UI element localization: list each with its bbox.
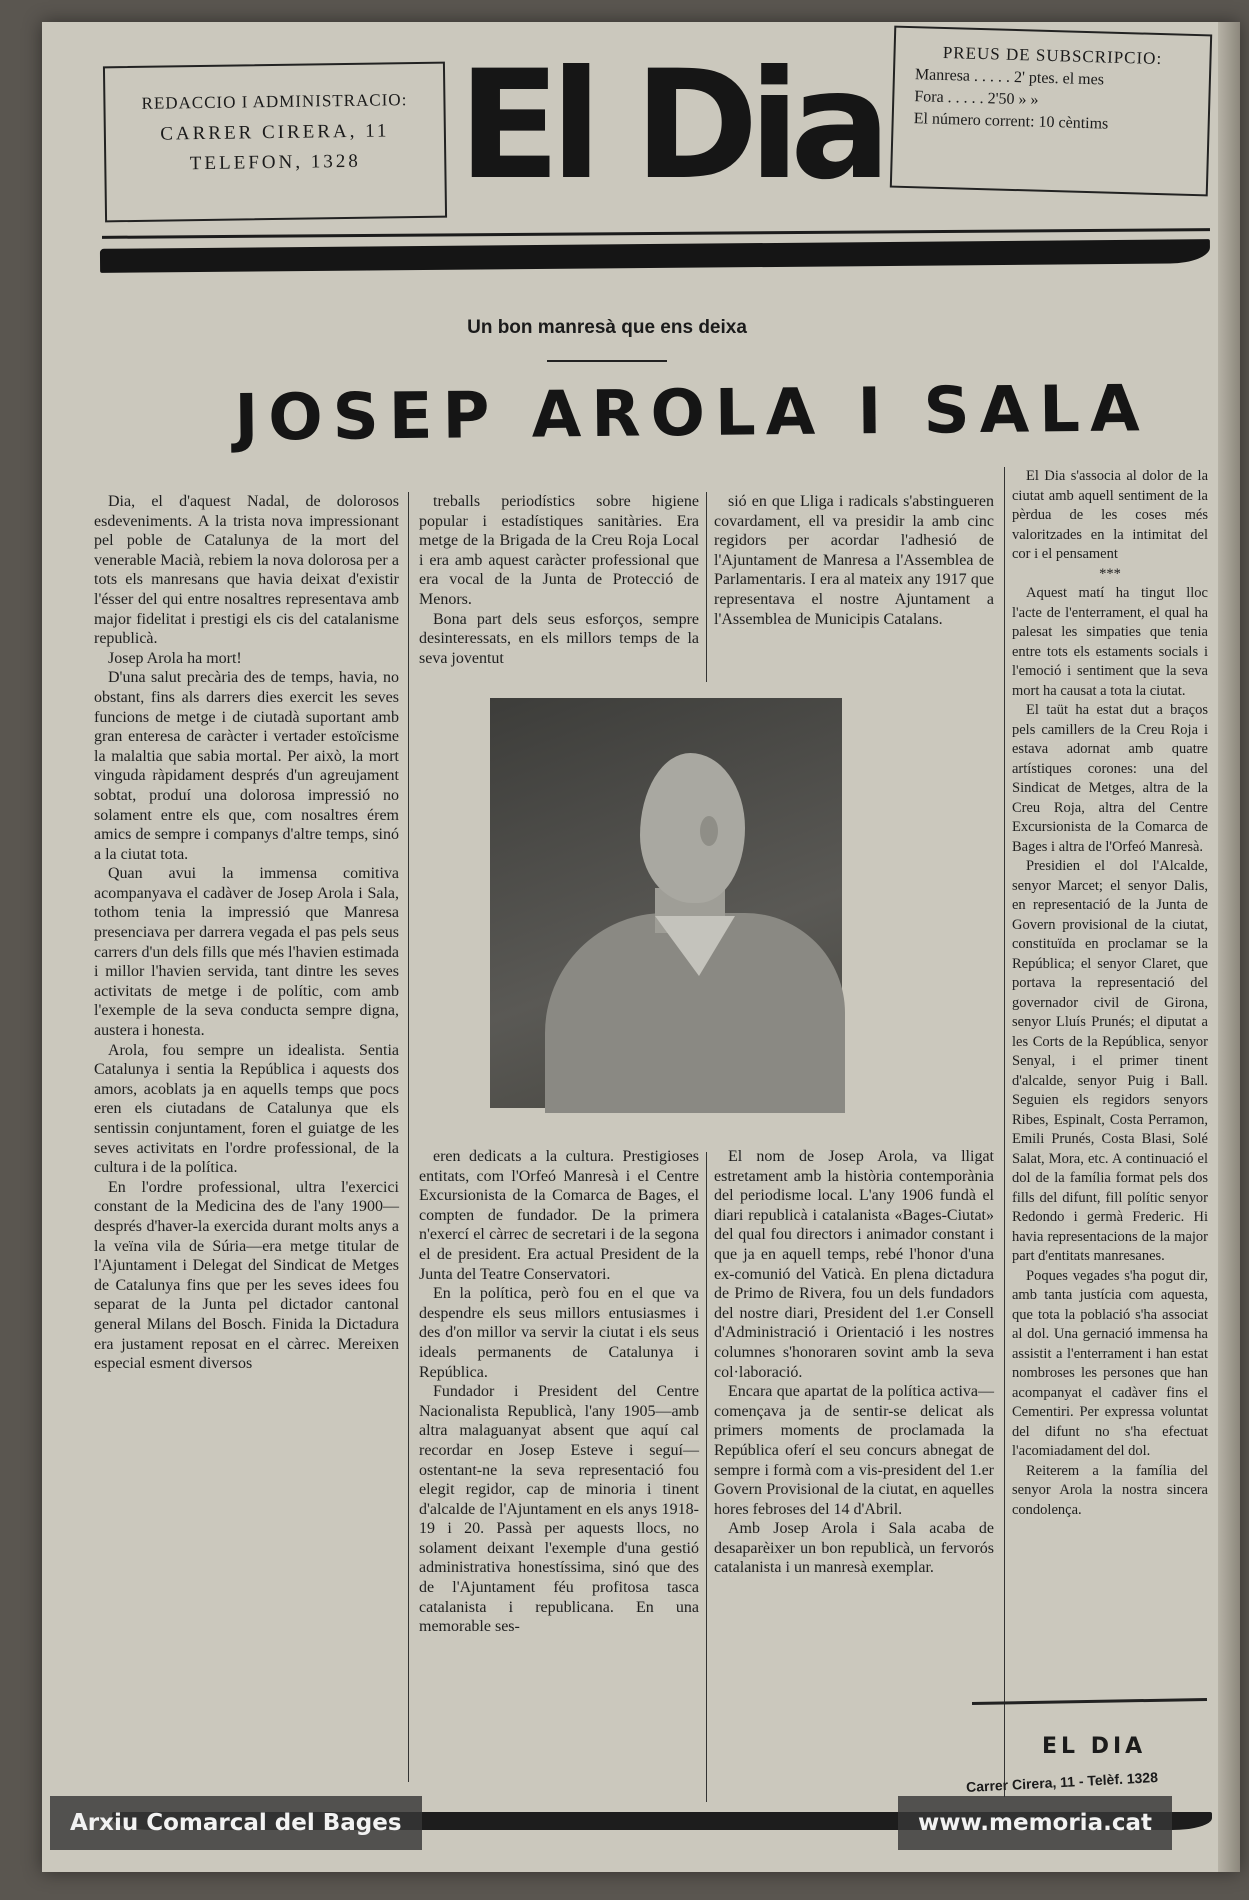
paragraph: Reiterem a la família del senyor Arola la nostra sincera condolença. [1012, 1462, 1208, 1518]
paragraph: Bona part dels seus esforços, sempre desinteressats, en els millors temps de la seva joventut [419, 610, 699, 667]
separator: *** [1099, 565, 1121, 582]
article-kicker: Un bon manresà que ens deixa [467, 317, 747, 338]
paragraph: eren dedicats a la cultura. Prestigioses entitats, com l'Orfeó Manresà i el Centre Excursionista de la Comarca de Bages, el compten de fundador. De la primera n'exercí el càrrec de secretari i de la segona el de president. Era actual President de la Junta del Teatre Conservatori. [419, 1148, 699, 1283]
article-column-2-top [419, 492, 699, 668]
column-rule [706, 492, 707, 682]
paragraph: En la política, però fou en el que va despendre els seus millors entusiasmes i des d'on millor va servir la ciutat i els seus ideals permanents de Catalunya i República. [419, 1285, 699, 1381]
paragraph: Fundador i President del Centre Nacionalista Republicà, l'any 1905—amb altra malaguanyat absent que aquí cal recordar en Josep Esteve i seguí—ostentant-ne la seva representació fou elegit regidor, cap de minoria i tinent d'alcalde de l'Ajuntament en els anys 1918-19 i 20. Passà per aquests llocs, no solament deixant l'exemple d'una gestió administrativa honestíssima, sinó que des de l'Ajuntament féu profitosa tasca catalanista i republicana. En una memorable ses- [419, 1383, 699, 1636]
address-line: CARRER CIRERA, 11 [160, 120, 390, 145]
address-line: TELEFON, 1328 [189, 150, 361, 175]
portrait-head [640, 753, 745, 903]
article-column-2-bottom [419, 1147, 699, 1637]
paragraph: Poques vegades s'ha pogut dir, amb tanta justícia com aquesta, que tota la població s'ha associat al dol. Una gernació immensa ha assistit a l'enterrament i han estat nombroses les persones que han acompanyat el cadàver fins el Cementiri. Per expressa voluntat del difunt no s'ha efectuat l'acomiadament del dol. [1012, 1267, 1208, 1459]
page-binding-edge [1218, 22, 1240, 1872]
website-watermark[interactable]: www.memoria.cat [898, 1796, 1172, 1850]
paragraph: Presidien el dol l'Alcalde, senyor Marcet; el senyor Dalis, en representació de la Junta de Govern provisional de la ciutat, constituïda en proclamar se la República; el senyor Claret, que portava la representació del governador civil de Girona, senyor Lluís Prunés; el diputat a les Corts de la República, senyor Senyal, i el primer tinent d'alcalde, senyor Puig i Ball. Seguien els regidors senyors Ribes, Espinalt, Costa Perramon, Emili Prunés, Costa Blasi, Solé Salat, Mora, etc. A continuació el dol de la família format pels dos fills del difunt, fill polític senyor Redondo i germà Frederic. Hi havia representacions de la major part d'entitats manresanes. [1012, 858, 1208, 1264]
article-column-1 [94, 492, 399, 1374]
column-rule [1004, 467, 1005, 1797]
paragraph: treballs periodístics sobre higiene popular i estadístiques sanitàries. Era metge de la Brigada de la Creu Roja Local i era amb aquest caràcter professional que era vocal de la Junta de Protecció de Menors. [419, 493, 699, 608]
subscription-title: PREUS DE SUBSCRIPCIO: [942, 42, 1163, 69]
subscription-box [890, 26, 1212, 197]
address-box [103, 62, 447, 223]
subscription-row: El número corrent: 10 cèntims [913, 110, 1109, 133]
masthead-bar [100, 239, 1210, 273]
paragraph: En l'ordre professional, ultra l'exercici constant de la Medicina des de l'any 1900—després d'haver-la exercida durant molts anys a la veïna vila de Súria—era metge titular de l'Ajuntament i Delegat del Sindicat de Metges de Catalunya fins que per les seves idees fou separat de la Junta pel dictador cantonal general Milans del Bosch. Finida la Dictadura era justament reposat en el càrrec. Mereixen especial esment diversos [94, 1178, 399, 1373]
address-line: REDACCIO I ADMINISTRACIO: [141, 90, 408, 113]
article-column-4 [1012, 467, 1208, 1520]
signature-address: Carrer Cirera, 11 - Telèf. 1328 [965, 1768, 1159, 1796]
paragraph: Dia, el d'aquest Nadal, de dolorosos esdeveniments. A la trista nova impressionant pel poble de Catalunya de la mort del venerable Macià, rebiem la nova dolorosa per a tots els manresans que havia deixat d'existir l'ésser del qui entre nosaltres representava amb major fidelitat i prestigi els cis del catalanisme republicà. [94, 493, 399, 648]
paragraph: Arola, fou sempre un idealista. Sentia Catalunya i sentia la República i aquests dos amors, acoblats ja en aquells temps que pocs eren els ciutadans de Catalunya que els sentissin conjuntament, foren el guiatge de les seves activitats en l'ordre professional, de la cultura i de la política. [94, 1041, 399, 1177]
article-headline: JOSEP AROLA I SALA [234, 372, 1150, 456]
paragraph: Encara que apartat de la política activa—començava ja de sentir-se delicat als primers moments de proclamada la República oferí el seu concurs abnegat de sempre i formà com a vis-president del 1.er Govern Provisional de la ciutat, en aquelles hores febroses del 14 d'Abril. [714, 1383, 994, 1518]
paragraph: D'una salut precària des de temps, havia, no obstant, fins als darrers dies exercit les seves funcions de metge i de ciutadà suportant amb gran enteresa de caràcter i vertader estoïcisme la malaltia que sabia mortal. Per això, la mort vinguda ràpidament després d'un agreujament sobtat, produí una dolorosa impressió no solament entre els que, com nosaltres érem amics de sempre i companys d'altre temps, sinó a la ciutat tota. [94, 669, 399, 863]
paragraph: Aquest matí ha tingut lloc l'acte de l'enterrament, el qual ha palesat les simpaties que tenia entre tots els estaments socials i l'emoció i sentiment que la seva mort ha causat a tota la ciutat. [1012, 585, 1208, 699]
subscription-row: Manresa . . . . . 2' ptes. el mes [914, 66, 1105, 89]
article-column-3-bottom [714, 1147, 994, 1578]
portrait-ear [700, 816, 718, 846]
masthead-title: El Dia [458, 39, 882, 213]
signature-rule [972, 1698, 1207, 1705]
paragraph: Josep Arola ha mort! [108, 649, 242, 667]
article-column-3-top [714, 492, 994, 629]
paragraph: El taüt ha estat dut a braços pels camillers de la Creu Roja i estava adornat amb quatre artístiques corones: una del Sindicat de Metges, altra de la Creu Roja, altra del Centre Excursionista de la Comarca de Bages i altra de l'Orfeó Manresà. [1012, 702, 1208, 855]
paragraph: Quan avui la immensa comitiva acompanyava el cadàver de Josep Arola i Sala, tothom tenia la impressió que Manresa presenciava per darrera vegada el pas pels seus carrers d'un dels fills que més l'havien estimada i millor l'havien servida, tant dintre les seves activitats de metge i de polític, com amb l'exemple de la seva conducta sempre digna, austera i honesta. [94, 865, 399, 1040]
subscription-row: Fora . . . . . 2'50 » » [914, 88, 1039, 109]
paragraph: sió en que Lliga i radicals s'abstingueren covardament, ell va presidir la amb cinc regidors per acordar l'adhesió de l'Ajuntament de Manresa a l'Assemblea de Parlamentaris. I era al mateix any 1917 que representava el nostre Ajuntament a l'Assemblea de Municipis Catalans. [714, 493, 994, 628]
portrait-photo [490, 698, 842, 1108]
kicker-rule [547, 360, 667, 362]
paragraph: El nom de Josep Arola, va lligat estretament amb la història contemporània del periodisme local. L'any 1906 fundà el diari republicà i catalanista «Bages-Ciutat» del qual fou directors i animador constant i que ja en aquell temps, rebé l'honor d'una ex-comunió del Vaticà. En plena dictadura de Primo de Rivera, fou un dels fundadors del nostre diari, President del 1.er Consell d'Administració i Orientació i les nostres columnes s'honoraren sovint amb la seva col·laboració. [714, 1148, 994, 1381]
masthead-rule [102, 228, 1210, 239]
signature: EL DIA [1042, 1734, 1147, 1759]
paragraph: El Dia s'associa al dolor de la ciutat amb aquell sentiment de la pèrdua de les coses més valoritzades en la intimitat del cor i el pensament [1012, 468, 1208, 562]
column-rule [408, 492, 409, 1782]
column-rule [706, 1152, 707, 1802]
paragraph: Amb Josep Arola i Sala acaba de desaparèixer un bon republicà, un fervorós catalanista i un manresà exemplar. [714, 1520, 994, 1577]
archive-watermark: Arxiu Comarcal del Bages [50, 1796, 422, 1850]
newspaper-page [42, 22, 1240, 1872]
